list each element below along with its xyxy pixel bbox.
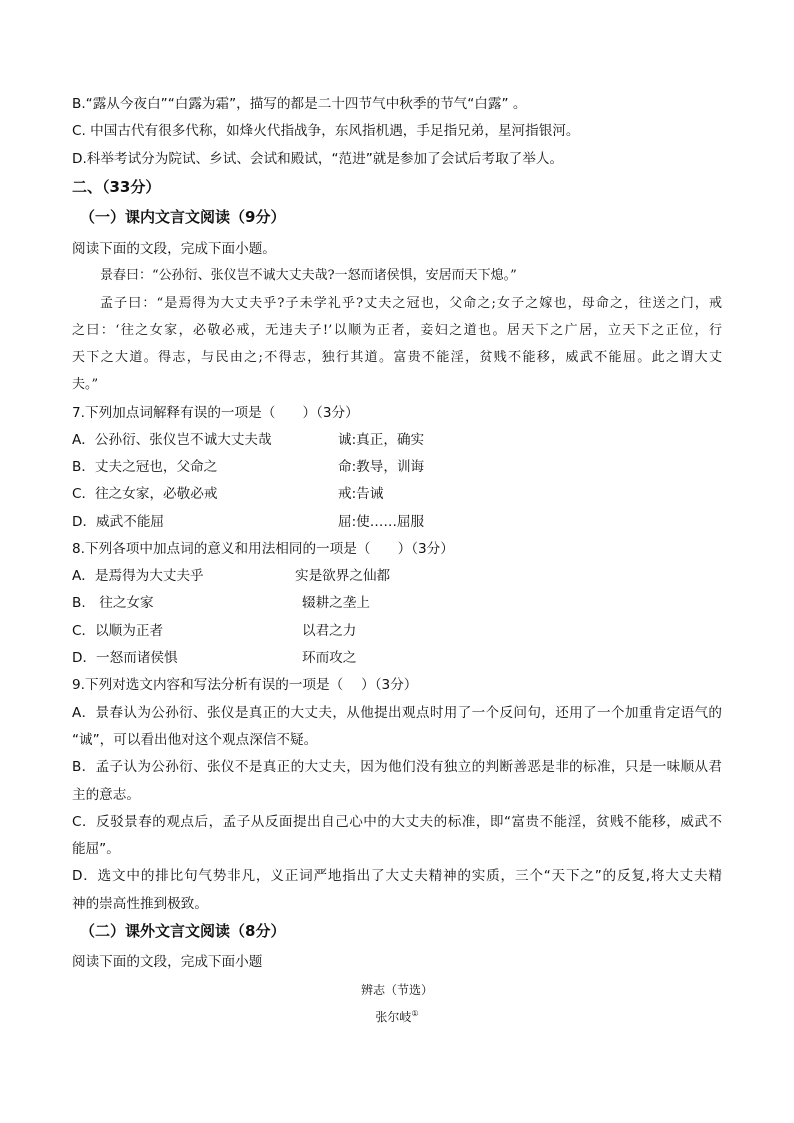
question-7-stem: 7.下列加点词解释有误的一项是（ ）（3分）	[72, 405, 359, 421]
passage-paragraph-2-line-2: 之曰：‘往之女家，必敬必戒，无违夫子!’以顺为正者，妾妇之道也。居天下之广居，立天下之正位，行	[72, 323, 722, 338]
article-title: 辨志（节选）	[360, 983, 433, 997]
q8-option-c: C．以顺为正者	[72, 623, 164, 639]
q9-option-c-line-1: C．反驳景春的观点后，孟子从反面提出自己心中的大丈夫的标准，即“富贵不能淫，贫贱不能移，威武不	[72, 814, 722, 830]
q7-option-d: D．威武不能屈	[72, 514, 165, 530]
passage-paragraph-1: 景春曰：“公孙衍、张仪岂不诚大丈夫哉?一怒而诸侯惧，安居而天下熄。”	[100, 268, 517, 283]
author-footnote-marker: ①	[411, 1009, 419, 1018]
part2-title: （二）课外文言文阅读（8分）	[80, 922, 286, 940]
question-8-stem: 8.下列各项中加点词的意义和用法相同的一项是（ ）（3分）	[72, 541, 454, 557]
q8-option-a-compare: 实是欲界之仙都	[295, 568, 391, 584]
q9-option-a-line-1: A．景春认为公孙衍、张仪是真正的大丈夫，从他提出观点时用了一个反问句，还用了一个加重肯定语气的	[72, 705, 722, 721]
q9-option-b-line-1: B．孟子认为公孙衍、张仪不是真正的大丈夫，因为他们没有独立的判断善恶是非的标准，只是一味顺从君	[72, 759, 722, 775]
q7-option-a-explanation: 诚:真正，确实	[338, 432, 425, 448]
q9-option-a-line-2: “诚”，可以看出他对这个观点深信不疑。	[72, 732, 318, 748]
q9-option-b-line-2: 主的意志。	[72, 787, 140, 803]
q8-option-b: B. 往之女家	[72, 595, 154, 611]
part2-instruction: 阅读下面的文段，完成下面小题	[72, 954, 263, 970]
q9-option-c-line-2: 能屈”。	[72, 841, 120, 857]
passage-paragraph-2-line-4: 夫。”	[72, 377, 99, 392]
option-c-text: C. 中国古代有很多代称，如烽火代指战争，东风指机遇，手足指兄弟，星河指银河。	[72, 123, 580, 139]
part1-title: （一）课内文言文阅读（9分）	[80, 208, 286, 226]
q8-option-b-compare: 辍耕之垄上	[302, 595, 370, 611]
question-9-stem: 9.下列对选文内容和写法分析有误的一项是（ ）（3分）	[72, 677, 418, 693]
part1-instruction: 阅读下面的文段，完成下面小题。	[72, 241, 276, 257]
passage-paragraph-2-line-1: 孟子曰：“是焉得为大丈夫乎?子未学礼乎?丈夫之冠也，父命之;女子之嫁也，母命之，往送之门，戒	[100, 296, 722, 311]
section-title: 二、（33分）	[72, 178, 161, 196]
article-author	[0, 1008, 794, 1025]
q7-option-b-explanation: 命:教导，训诲	[338, 459, 425, 475]
q9-option-d-line-2: 神的崇高性推到极致。	[72, 896, 208, 912]
q7-option-c: C．往之女家，必敬必戒	[72, 486, 218, 502]
passage-paragraph-2-line-3: 天下之大道。得志，与民由之;不得志，独行其道。富贵不能淫，贫贱不能移，威武不能屈。此之谓大丈	[72, 350, 722, 365]
q8-option-d-compare: 环而攻之	[302, 650, 357, 666]
q8-option-a: A．是焉得为大丈夫乎	[72, 568, 204, 584]
author-name: 张尔岐	[375, 1010, 412, 1024]
q9-option-d-line-1: D．选文中的排比句气势非凡，义正词严地指出了大丈夫精神的实质，三个“天下之”的反复,将大丈夫精	[72, 868, 722, 884]
q7-option-a: A．公孙衍、张仪岂不诚大丈夫哉	[72, 432, 272, 448]
option-d-text: D.科举考试分为院试、乡试、会试和殿试，“范进”就是参加了会试后考取了举人。	[72, 151, 564, 167]
q8-option-c-compare: 以君之力	[302, 623, 357, 639]
q7-option-c-explanation: 戒:告诫	[338, 486, 384, 502]
q8-option-d: D．一怒而诸侯惧	[72, 650, 178, 666]
option-b-text: B.“露从今夜白”“白露为霜”，描写的都是二十四节气中秋季的节气“白露” 。	[72, 96, 527, 112]
q7-option-b: B．丈夫之冠也，父命之	[72, 459, 218, 475]
q7-option-d-explanation: 屈:使……屈服	[338, 514, 425, 530]
